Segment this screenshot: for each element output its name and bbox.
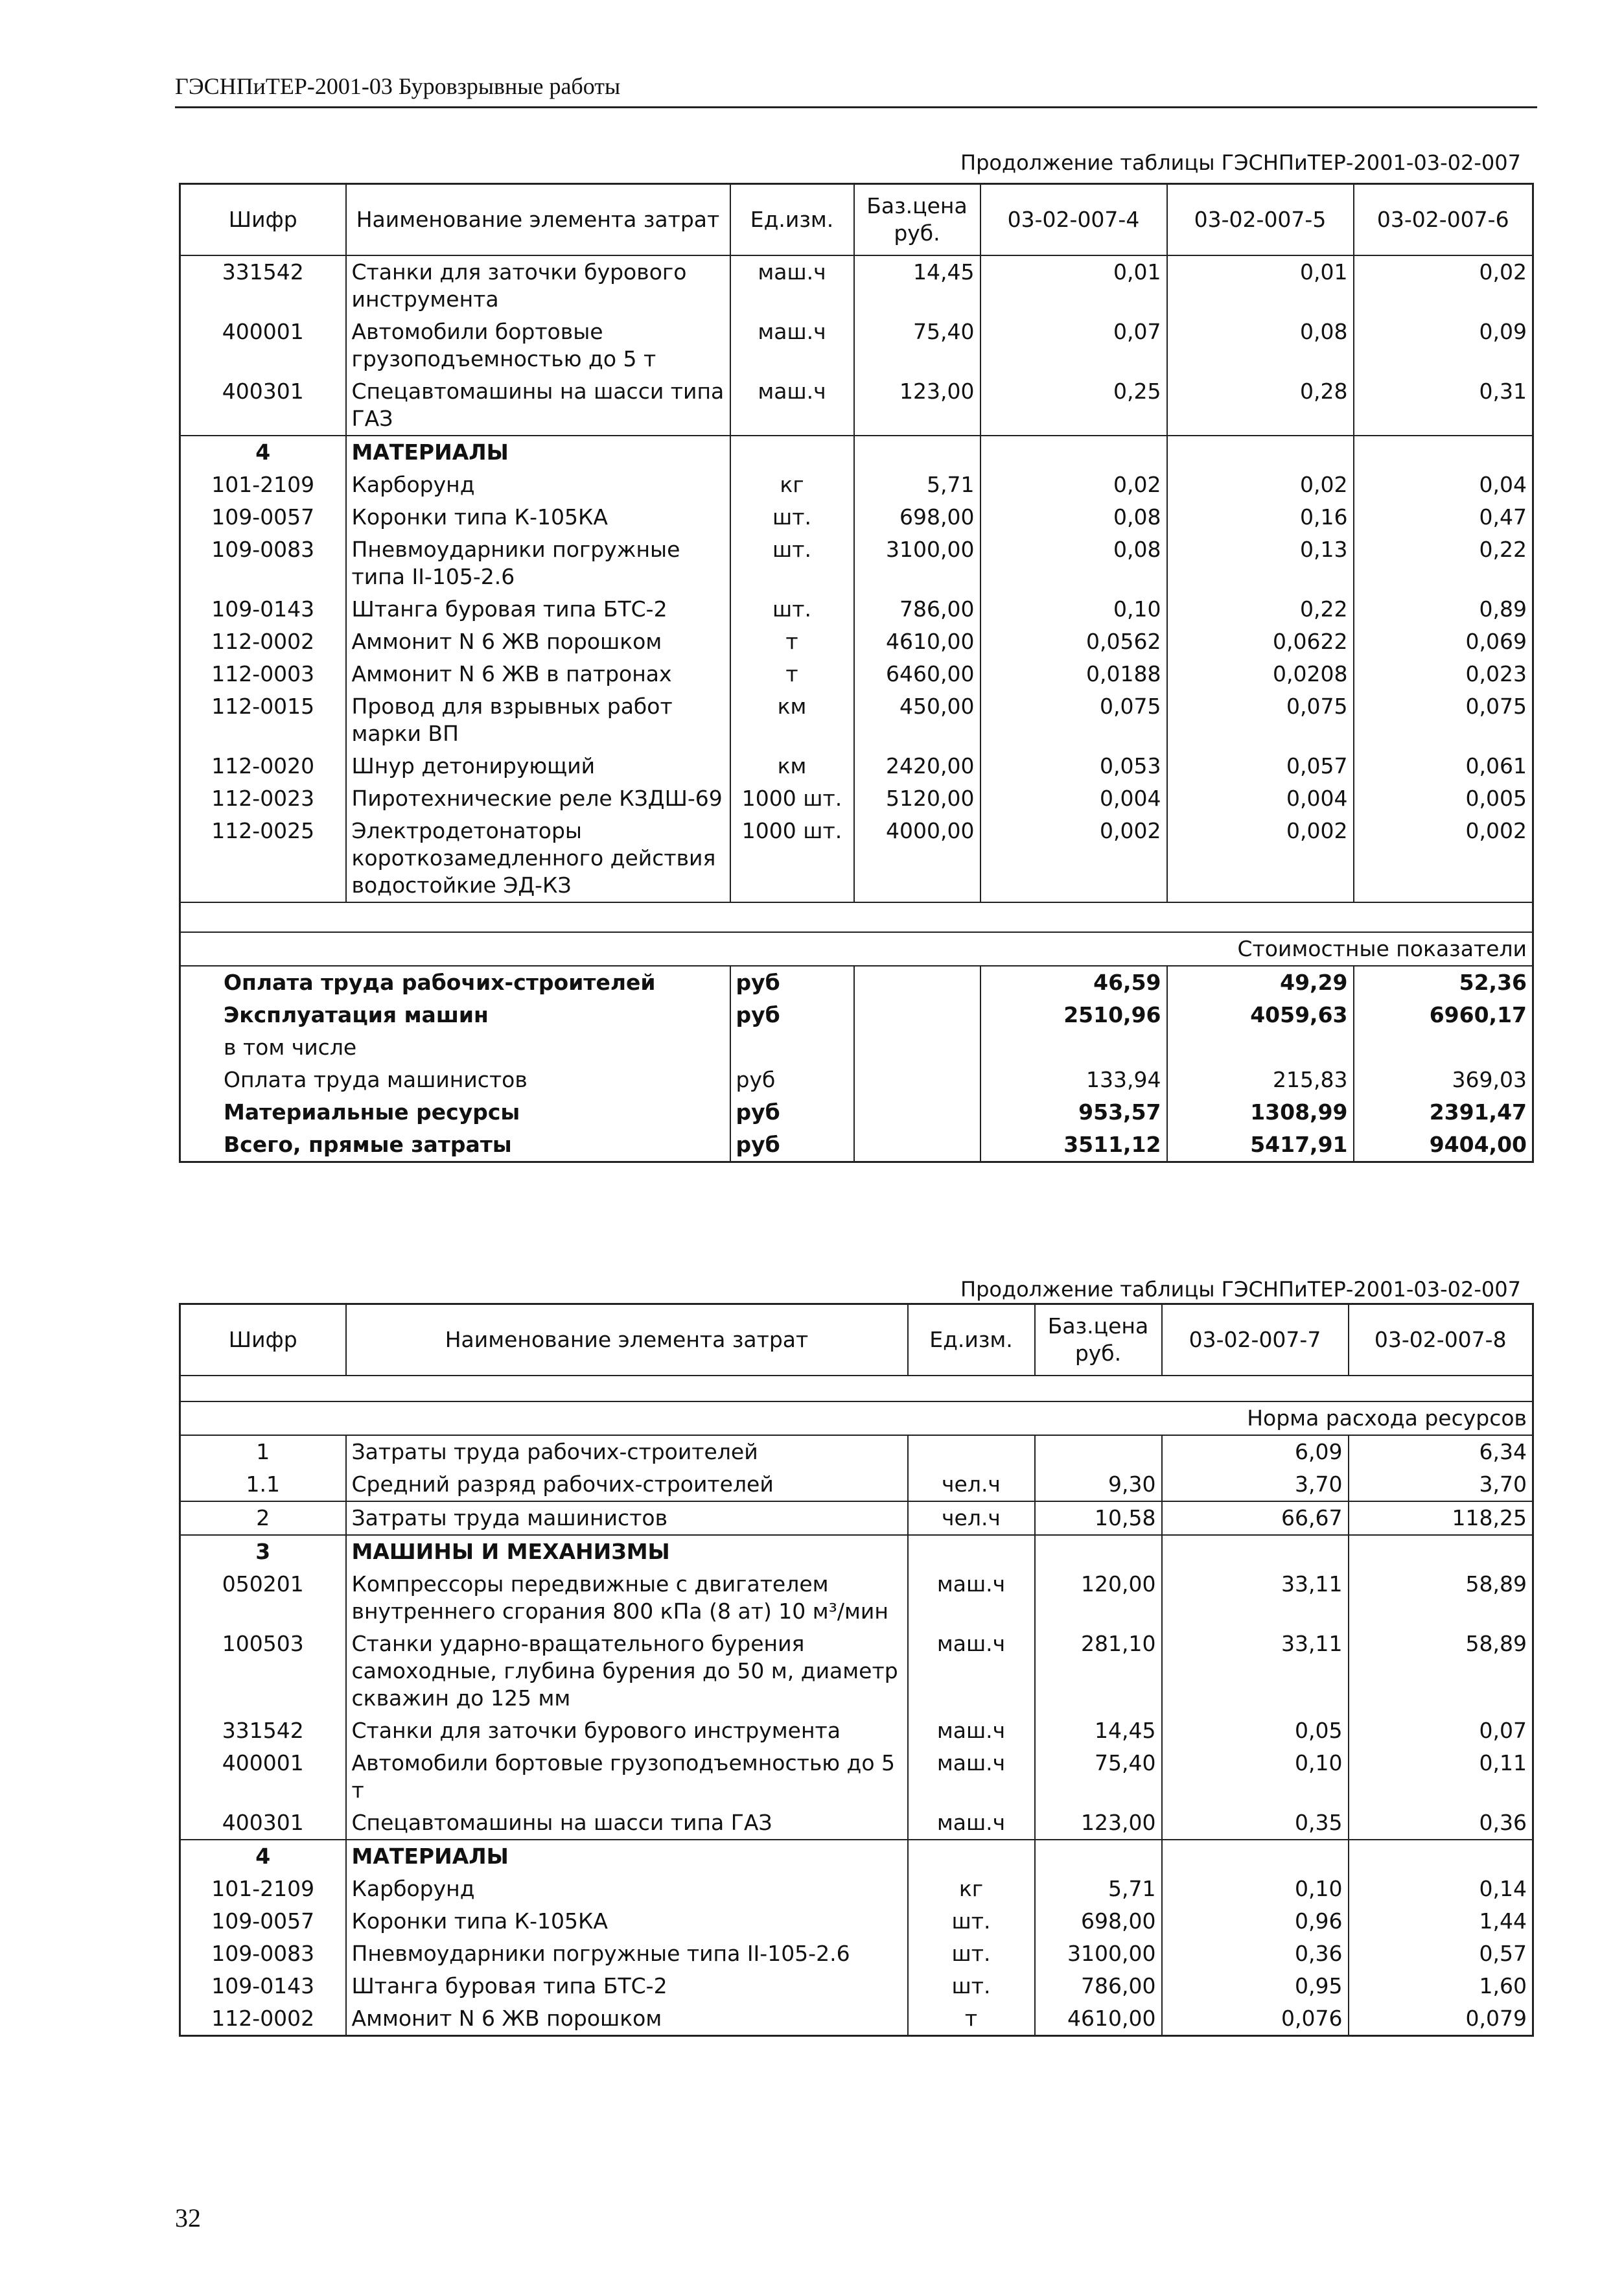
row-price: 14,45 — [1035, 1715, 1162, 1747]
row-value: 0,31 — [1354, 375, 1533, 436]
running-header: ГЭСНПиТЕР-2001-03 Буровзрывные работы — [175, 73, 621, 99]
total-value — [1354, 1031, 1533, 1064]
row-unit: шт. — [908, 1905, 1035, 1938]
row-code: 2 — [180, 1501, 346, 1535]
col-name-header: Наименование элемента затрат — [346, 184, 730, 256]
table2-caption: Продолжение таблицы ГЭСНПиТЕР-2001-03-02-007 — [960, 1277, 1521, 1302]
row-unit: маш.ч — [730, 375, 854, 436]
table-row — [180, 815, 1533, 902]
col-name-header: Наименование элемента затрат — [346, 1304, 908, 1376]
row-unit: чел.ч — [908, 1468, 1035, 1501]
row-name: Станки для заточки бурового инструмента — [346, 1715, 908, 1747]
row-unit: маш.ч — [908, 1628, 1035, 1715]
row-price: 698,00 — [854, 501, 980, 533]
table-row — [180, 1715, 1533, 1747]
row-value: 3,70 — [1162, 1468, 1349, 1501]
spacer-row — [180, 902, 1533, 932]
table-row — [180, 316, 1533, 375]
row-price: 5,71 — [854, 469, 980, 501]
table-row — [180, 1501, 1533, 1535]
table-row — [180, 1568, 1533, 1628]
row-value: 0,0622 — [1167, 626, 1354, 658]
row-name: Спецавтомашины на шасси типа ГАЗ — [346, 1807, 908, 1840]
table-row — [180, 1468, 1533, 1501]
cost-note: Стоимостные показатели — [180, 932, 1533, 966]
row-value: 0,22 — [1354, 533, 1533, 593]
row-value: 0,004 — [1167, 782, 1354, 815]
row-code: 1.1 — [246, 1471, 280, 1497]
table-row — [180, 626, 1533, 658]
table-row — [180, 1807, 1533, 1840]
row-value: 0,0208 — [1167, 658, 1354, 690]
table2-header-row — [180, 1304, 1533, 1376]
table1-header-row — [180, 184, 1533, 256]
col-norm-header: 03-02-007-8 — [1349, 1304, 1533, 1376]
section-row — [180, 436, 1533, 469]
row-code: 109-0083 — [211, 1941, 315, 1966]
row-price: 5,71 — [1035, 1873, 1162, 1905]
total-unit — [730, 1031, 854, 1064]
row-unit: чел.ч — [908, 1501, 1035, 1535]
row-value: 0,004 — [980, 782, 1167, 815]
table1-caption: Продолжение таблицы ГЭСНПиТЕР-2001-03-02-007 — [960, 150, 1521, 175]
header-rule — [175, 106, 1537, 108]
row-code: 331542 — [222, 259, 304, 285]
row-value: 0,35 — [1162, 1807, 1349, 1840]
row-code: 109-0057 — [211, 1908, 315, 1934]
row-name: Автомобили бортовые грузоподъемностью до 5 т — [346, 1747, 908, 1807]
row-value: 0,075 — [1167, 690, 1354, 750]
row-name: Карборунд — [346, 469, 730, 501]
row-value: 0,10 — [1162, 1873, 1349, 1905]
total-value: 4059,63 — [1167, 999, 1354, 1031]
total-label: Всего, прямые затраты — [224, 1132, 512, 1157]
row-price: 123,00 — [854, 375, 980, 436]
row-value: 0,01 — [1167, 255, 1354, 316]
row-value: 1,60 — [1349, 1970, 1533, 2002]
row-value: 0,36 — [1162, 1938, 1349, 1970]
row-unit: шт. — [730, 501, 854, 533]
total-unit: руб — [730, 1064, 854, 1096]
row-value: 0,0562 — [980, 626, 1167, 658]
total-value: 369,03 — [1354, 1064, 1533, 1096]
row-name: Пиротехнические реле КЗДШ-69 — [346, 782, 730, 815]
row-price: 4610,00 — [1035, 2002, 1162, 2036]
table1-machines — [180, 255, 1533, 436]
table-row — [180, 782, 1533, 815]
row-name: Провод для взрывных работ марки ВП — [346, 690, 730, 750]
row-value: 0,002 — [1167, 815, 1354, 902]
row-code: 400301 — [222, 379, 304, 404]
row-price: 9,30 — [1035, 1468, 1162, 1501]
table-row — [180, 593, 1533, 626]
row-code: 400301 — [222, 1810, 304, 1835]
total-value: 133,94 — [980, 1064, 1167, 1096]
row-unit — [908, 1435, 1035, 1468]
total-label: Материальные ресурсы — [224, 1099, 520, 1125]
table-row — [180, 750, 1533, 782]
col-unit-header: Ед.изм. — [730, 184, 854, 256]
total-value: 46,59 — [980, 966, 1167, 999]
row-unit: 1000 шт. — [730, 815, 854, 902]
table-row — [180, 1873, 1533, 1905]
row-code: 400001 — [222, 319, 304, 344]
row-value: 0,95 — [1162, 1970, 1349, 2002]
row-value: 0,22 — [1167, 593, 1354, 626]
row-value: 0,07 — [980, 316, 1167, 375]
row-value: 0,061 — [1354, 750, 1533, 782]
row-value: 3,70 — [1349, 1468, 1533, 1501]
col-norm-header: 03-02-007-7 — [1162, 1304, 1349, 1376]
total-value: 2391,47 — [1354, 1096, 1533, 1129]
row-unit: км — [730, 750, 854, 782]
row-value: 0,13 — [1167, 533, 1354, 593]
total-unit: руб — [730, 999, 854, 1031]
total-unit: руб — [730, 1129, 854, 1162]
col-price-header: Баз.цена руб. — [854, 184, 980, 256]
table-row — [180, 1938, 1533, 1970]
row-value: 6,09 — [1162, 1435, 1349, 1468]
row-price: 3100,00 — [1035, 1938, 1162, 1970]
row-unit: маш.ч — [908, 1747, 1035, 1807]
row-name: Автомобили бортовые грузоподъемностью до 5 т — [346, 316, 730, 375]
row-price: 10,58 — [1035, 1501, 1162, 1535]
total-value — [1167, 1031, 1354, 1064]
totals-row — [180, 1129, 1533, 1162]
table-row — [180, 658, 1533, 690]
row-price: 4610,00 — [854, 626, 980, 658]
row-name: Карборунд — [346, 1873, 908, 1905]
row-code: 101-2109 — [211, 472, 315, 497]
col-price-header: Баз.цена руб. — [1035, 1304, 1162, 1376]
total-value: 6960,17 — [1354, 999, 1533, 1031]
row-code: 400001 — [222, 1750, 304, 1775]
total-value: 49,29 — [1167, 966, 1354, 999]
row-value: 58,89 — [1349, 1568, 1533, 1628]
row-value: 0,01 — [980, 255, 1167, 316]
row-value: 0,10 — [980, 593, 1167, 626]
row-value: 0,0188 — [980, 658, 1167, 690]
totals-row — [180, 1064, 1533, 1096]
row-unit: шт. — [908, 1970, 1035, 2002]
row-code: 109-0143 — [211, 1973, 315, 1998]
row-value: 0,053 — [980, 750, 1167, 782]
total-value: 2510,96 — [980, 999, 1167, 1031]
row-price: 75,40 — [854, 316, 980, 375]
row-value: 0,16 — [1167, 501, 1354, 533]
cost-note-row — [180, 932, 1533, 966]
row-value: 0,36 — [1349, 1807, 1533, 1840]
col-norm-header: 03-02-007-5 — [1167, 184, 1354, 256]
row-price: 75,40 — [1035, 1747, 1162, 1807]
row-price: 5120,00 — [854, 782, 980, 815]
section-number: 4 — [180, 1840, 346, 1873]
table-row — [180, 1905, 1533, 1938]
total-label: Оплата труда рабочих-строителей — [180, 966, 730, 999]
row-value: 1,44 — [1349, 1905, 1533, 1938]
row-code: 112-0023 — [211, 786, 315, 811]
row-unit: маш.ч — [730, 255, 854, 316]
row-name: Штанга буровая типа БТС-2 — [346, 593, 730, 626]
row-value: 33,11 — [1162, 1568, 1349, 1628]
table-row — [180, 1747, 1533, 1807]
row-value: 0,057 — [1167, 750, 1354, 782]
row-unit: 1000 шт. — [730, 782, 854, 815]
row-value: 58,89 — [1349, 1628, 1533, 1715]
row-code: 331542 — [222, 1718, 304, 1743]
row-name: Пневмоударники погружные типа II-105-2.6 — [346, 1938, 908, 1970]
row-value: 0,57 — [1349, 1938, 1533, 1970]
section-row — [180, 1535, 1533, 1568]
row-unit: т — [908, 2002, 1035, 2036]
row-value: 0,09 — [1354, 316, 1533, 375]
row-name: Средний разряд рабочих-строителей — [346, 1468, 908, 1501]
total-label: в том числе — [224, 1035, 357, 1060]
row-name: Коронки типа К-105КА — [346, 1905, 908, 1938]
row-code: 112-0002 — [211, 629, 315, 654]
spacer-row — [180, 1376, 1533, 1401]
row-price: 2420,00 — [854, 750, 980, 782]
row-name: Компрессоры передвижные с двигателем внутреннего сгорания 800 кПа (8 ат) 10 м³/мин — [346, 1568, 908, 1628]
row-name: Шнур детонирующий — [346, 750, 730, 782]
section-title: МАТЕРИАЛЫ — [346, 436, 730, 469]
row-price: 3100,00 — [854, 533, 980, 593]
total-value: 9404,00 — [1354, 1129, 1533, 1162]
col-norm-header: 03-02-007-4 — [980, 184, 1167, 256]
row-value: 6,34 — [1349, 1435, 1533, 1468]
total-value: 5417,91 — [1167, 1129, 1354, 1162]
row-value: 0,89 — [1354, 593, 1533, 626]
row-value: 0,079 — [1349, 2002, 1533, 2036]
totals-row — [180, 1031, 1533, 1064]
row-code: 101-2109 — [211, 1876, 315, 1901]
table-row — [180, 255, 1533, 316]
row-unit: маш.ч — [908, 1568, 1035, 1628]
table-row — [180, 1628, 1533, 1715]
row-value: 0,04 — [1354, 469, 1533, 501]
row-unit: маш.ч — [730, 316, 854, 375]
table2-materials — [180, 1873, 1533, 2036]
table2-machines — [180, 1568, 1533, 1840]
table-row — [180, 1435, 1533, 1468]
row-name: Станки для заточки бурового инструмента — [346, 255, 730, 316]
totals-row — [180, 999, 1533, 1031]
row-value: 0,10 — [1162, 1747, 1349, 1807]
row-value: 0,02 — [980, 469, 1167, 501]
totals-row — [180, 966, 1533, 999]
row-value: 0,02 — [1354, 255, 1533, 316]
row-name: Коронки типа К-105КА — [346, 501, 730, 533]
table-row — [180, 469, 1533, 501]
row-unit: кг — [908, 1873, 1035, 1905]
total-value: 52,36 — [1354, 966, 1533, 999]
row-name: Аммонит N 6 ЖВ порошком — [346, 2002, 908, 2036]
norm-note: Норма расхода ресурсов — [180, 1401, 1533, 1435]
row-code: 112-0003 — [211, 661, 315, 686]
row-price: 786,00 — [854, 593, 980, 626]
page-number: 32 — [175, 2203, 201, 2232]
row-value: 0,075 — [1354, 690, 1533, 750]
total-unit: руб — [730, 1096, 854, 1129]
row-unit: шт. — [730, 593, 854, 626]
col-norm-header: 03-02-007-6 — [1354, 184, 1533, 256]
row-name: Электродетонаторы короткозамедленного действия водостойкие ЭД-КЗ — [346, 815, 730, 902]
row-code: 109-0083 — [211, 537, 315, 562]
row-unit: кг — [730, 469, 854, 501]
row-value: 0,11 — [1349, 1747, 1533, 1807]
row-price: 6460,00 — [854, 658, 980, 690]
row-unit: т — [730, 626, 854, 658]
total-value — [980, 1031, 1167, 1064]
row-price: 123,00 — [1035, 1807, 1162, 1840]
table-row — [180, 1970, 1533, 2002]
row-name: Спецавтомашины на шасси типа ГАЗ — [346, 375, 730, 436]
row-unit: т — [730, 658, 854, 690]
row-price: 4000,00 — [854, 815, 980, 902]
total-unit: руб — [730, 966, 854, 999]
row-code: 112-0002 — [211, 2006, 315, 2031]
row-value: 0,005 — [1354, 782, 1533, 815]
row-value: 0,002 — [1354, 815, 1533, 902]
row-code: 112-0025 — [211, 818, 315, 843]
norm-note-row — [180, 1401, 1533, 1435]
total-value: 953,57 — [980, 1096, 1167, 1129]
row-value: 0,08 — [980, 533, 1167, 593]
row-price: 450,00 — [854, 690, 980, 750]
totals-row — [180, 1096, 1533, 1129]
row-code: 112-0015 — [211, 694, 315, 719]
row-unit: шт. — [730, 533, 854, 593]
row-name: Затраты труда машинистов — [346, 1501, 908, 1535]
section-row — [180, 1840, 1533, 1873]
row-unit: маш.ч — [908, 1807, 1035, 1840]
row-name: Аммонит N 6 ЖВ в патронах — [346, 658, 730, 690]
row-value: 33,11 — [1162, 1628, 1349, 1715]
row-unit: маш.ч — [908, 1715, 1035, 1747]
table1-totals — [180, 966, 1533, 1162]
row-value: 0,02 — [1167, 469, 1354, 501]
row-name: Пневмоударники погружные типа II-105-2.6 — [346, 533, 730, 593]
row-code: 050201 — [222, 1571, 304, 1597]
row-value: 0,07 — [1349, 1715, 1533, 1747]
table-row — [180, 501, 1533, 533]
row-price: 120,00 — [1035, 1568, 1162, 1628]
row-value: 0,075 — [980, 690, 1167, 750]
row-code: 112-0020 — [211, 753, 315, 779]
row-name: Аммонит N 6 ЖВ порошком — [346, 626, 730, 658]
total-label: Эксплуатация машин — [224, 1002, 489, 1027]
row-name: Штанга буровая типа БТС-2 — [346, 1970, 908, 2002]
row-name: Станки ударно-вращательного бурения самоходные, глубина бурения до 50 м, диаметр скважин до 125 мм — [346, 1628, 908, 1715]
total-label: Оплата труда машинистов — [224, 1067, 528, 1092]
row-value: 0,25 — [980, 375, 1167, 436]
row-value: 118,25 — [1349, 1501, 1533, 1535]
table1-materials — [180, 469, 1533, 902]
row-value: 0,08 — [980, 501, 1167, 533]
row-code: 109-0143 — [211, 596, 315, 622]
table-row — [180, 375, 1533, 436]
row-unit: шт. — [908, 1938, 1035, 1970]
row-value: 0,05 — [1162, 1715, 1349, 1747]
table-row — [180, 533, 1533, 593]
section-number: 4 — [180, 436, 346, 469]
row-value: 0,069 — [1354, 626, 1533, 658]
row-value: 0,28 — [1167, 375, 1354, 436]
row-code: 109-0057 — [211, 504, 315, 530]
table2-labor — [180, 1435, 1533, 1501]
row-price: 698,00 — [1035, 1905, 1162, 1938]
row-value: 0,96 — [1162, 1905, 1349, 1938]
col-unit-header: Ед.изм. — [908, 1304, 1035, 1376]
section-number: 3 — [180, 1535, 346, 1568]
row-value: 0,08 — [1167, 316, 1354, 375]
col-code-header: Шифр — [180, 1304, 346, 1376]
section-title: МАТЕРИАЛЫ — [346, 1840, 908, 1873]
row-price: 281,10 — [1035, 1628, 1162, 1715]
total-value: 1308,99 — [1167, 1096, 1354, 1129]
total-value: 3511,12 — [980, 1129, 1167, 1162]
row-value: 66,67 — [1162, 1501, 1349, 1535]
row-value: 0,47 — [1354, 501, 1533, 533]
row-price: 14,45 — [854, 255, 980, 316]
row-name: Затраты труда рабочих-строителей — [346, 1435, 908, 1468]
row-code: 1 — [180, 1435, 346, 1468]
table1 — [179, 183, 1534, 1163]
row-price — [1035, 1435, 1162, 1468]
row-value: 0,023 — [1354, 658, 1533, 690]
table-row — [180, 690, 1533, 750]
total-value: 215,83 — [1167, 1064, 1354, 1096]
row-unit: км — [730, 690, 854, 750]
row-value: 0,14 — [1349, 1873, 1533, 1905]
row-value: 0,076 — [1162, 2002, 1349, 2036]
col-code-header: Шифр — [180, 184, 346, 256]
row-price: 786,00 — [1035, 1970, 1162, 2002]
row-value: 0,002 — [980, 815, 1167, 902]
table-row — [180, 2002, 1533, 2036]
table2 — [179, 1303, 1534, 2037]
row-code: 100503 — [222, 1631, 304, 1656]
section-title: МАШИНЫ И МЕХАНИЗМЫ — [346, 1535, 908, 1568]
